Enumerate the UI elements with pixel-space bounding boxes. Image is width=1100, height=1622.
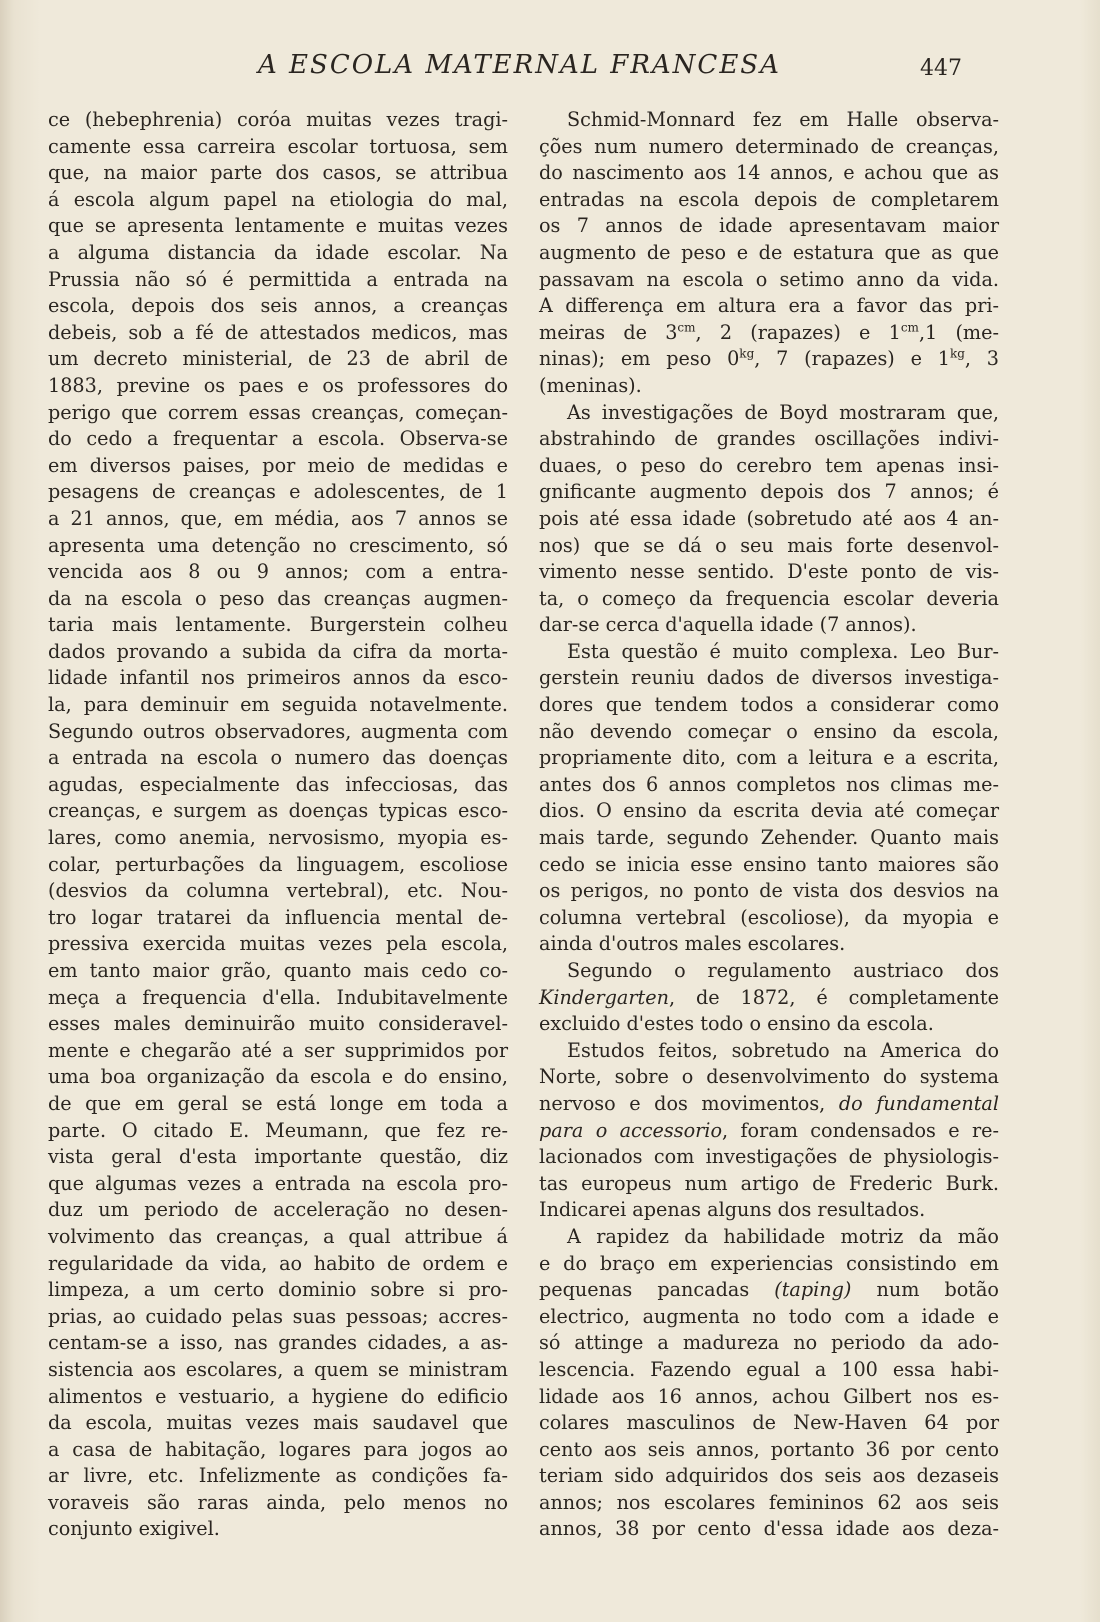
text-fragment: , de 1872, é completamente — [668, 985, 999, 1009]
text-line: conjunto exigivel. — [48, 1517, 220, 1541]
text-line: não devendo começar o ensino da escola, — [539, 719, 999, 743]
text-line: Segundo outros observadores, augmenta com — [48, 719, 508, 743]
text-line — [539, 1118, 999, 1145]
text-line: pressiva exercida muitas vezes pela escola, — [48, 932, 508, 956]
text-line: annos, 38 por cento d'essa idade aos deza- — [539, 1517, 999, 1541]
text-line: propriamente dito, com a leitura e a escrita, — [539, 746, 999, 770]
text-line: prias, ao cuidado pelas suas pessoas; accres- — [48, 1304, 508, 1328]
text-line: que, na maior parte dos casos, se attribua — [48, 161, 508, 185]
text-line: centam-se a isso, nas grandes cidades, a as- — [48, 1331, 508, 1355]
text-line: perigo que correm essas creanças, começan- — [48, 400, 508, 424]
text-line: voraveis são raras ainda, pelo menos no — [48, 1490, 508, 1514]
text-line: ta, o começo da frequencia escolar deveria — [539, 586, 999, 610]
text-line: cento aos seis annos, portanto 36 por cento — [539, 1437, 999, 1461]
text-line: tas europeus num artigo de Frederic Burk. — [539, 1171, 999, 1195]
text-line: de que em geral se está longe em toda a — [48, 1091, 508, 1115]
running-title: A ESCOLA MATERNAL FRANCESA — [258, 50, 781, 80]
text-line: A differença em altura era a favor das pri- — [539, 294, 999, 318]
unit-superscript: kg — [739, 346, 755, 361]
text-fragment: pequenas pancadas — [539, 1278, 775, 1302]
text-line: esses males deminuirão muito consideravel- — [48, 1012, 508, 1036]
page-number: 447 — [920, 56, 962, 81]
text-line: do nascimento aos 14 annos, e achou que as — [539, 161, 999, 185]
text-line: gerstein reuniu dados de diversos investiga- — [539, 666, 999, 690]
text-line: ções num numero determinado de creanças, — [539, 134, 999, 158]
text-line: A rapidez da habilidade motriz da mão — [567, 1224, 999, 1248]
unit-superscript: cm — [900, 320, 919, 335]
text-fragment: , 2 (rapazes) e 1 — [695, 320, 901, 344]
text-line: nos) que se dá o seu mais forte desenvol- — [539, 533, 999, 557]
text-line: electrico, augmenta no todo com a idade e — [539, 1304, 999, 1328]
text-line: pesagens de creanças e adolescentes, de 1 — [48, 480, 508, 504]
text-line: dios. O ensino da escrita devia até começar — [539, 799, 999, 823]
text-line: pois até essa idade (sobretudo até aos 4 an- — [539, 506, 999, 530]
text-line: agudas, especialmente das infecciosas, das — [48, 772, 508, 796]
text-line: excluido d'estes todo o ensino da escola. — [539, 1012, 934, 1036]
text-line: lares, como anemia, nervosismo, myopia es- — [48, 826, 508, 850]
text-line: dados provando a subida da cifra da morta- — [48, 639, 508, 663]
text-line: (desvios da columna vertebral), etc. Nou- — [48, 879, 508, 903]
text-line: mente e chegarão até a ser supprimidos por — [48, 1038, 508, 1062]
text-line: volvimento das creanças, a qual attribue á — [48, 1224, 508, 1248]
text-line: meça a frequencia d'ella. Indubitavelmente — [48, 985, 508, 1009]
text-line: taria mais lentamente. Burgerstein colheu — [48, 613, 508, 637]
text-line: vista geral d'esta importante questão, diz — [48, 1145, 508, 1169]
text-fragment: meiras de 3 — [539, 320, 678, 344]
unit-superscript: cm — [677, 320, 696, 335]
text-line: só attinge a madureza no periodo da ado- — [539, 1331, 999, 1355]
italic-phrase: do fundamental — [838, 1091, 1000, 1115]
text-line: annos; nos escolares femininos 62 aos seis — [539, 1490, 999, 1514]
text-line: abstrahindo de grandes oscillações indivi- — [539, 427, 999, 451]
text-line: do cedo a frequentar a escola. Observa-se — [48, 427, 508, 451]
text-fragment: nervoso e dos movimentos, — [539, 1091, 839, 1115]
text-line: la, para deminuir em seguida notavelmente. — [48, 693, 508, 717]
text-line: parte. O citado E. Meumann, que fez re- — [48, 1118, 508, 1142]
text-fragment: , 3 — [964, 347, 999, 371]
text-line: colares masculinos de New-Haven 64 por — [539, 1411, 999, 1435]
text-line: Schmid-Monnard fez em Halle observa- — [567, 108, 999, 131]
text-line — [539, 985, 999, 1012]
text-fragment: , 7 (rapazes) e 1 — [754, 347, 950, 371]
text-line — [539, 1277, 999, 1304]
text-line: As investigações de Boyd mostraram que, — [567, 400, 999, 424]
text-line: lidade infantil nos primeiros annos da esco- — [48, 666, 508, 690]
text-line: ce (hebephrenia) coróa muitas vezes tragi- — [48, 108, 508, 131]
text-line: Indicarei apenas alguns dos resultados. — [539, 1198, 926, 1222]
unit-superscript: kg — [949, 346, 965, 361]
text-line: sistencia aos escolares, a quem se ministram — [48, 1357, 508, 1381]
text-line: regularidade da vida, ao habito de ordem e — [48, 1251, 508, 1275]
text-line: tro logar tratarei da influencia mental de- — [48, 905, 508, 929]
text-line: camente essa carreira escolar tortuosa, sem — [48, 134, 508, 158]
text-fragment: ninas); em peso 0 — [539, 347, 740, 371]
text-line — [539, 346, 999, 373]
text-line: e do braço em experiencias consistindo em — [539, 1251, 999, 1275]
text-line: cedo se inicia esse ensino tanto maiores são — [539, 852, 999, 876]
text-line: da na escola o peso das creanças augmen- — [48, 586, 508, 610]
left-column — [48, 107, 508, 1543]
text-line: a casa de habitação, logares para jogos ao — [48, 1437, 508, 1461]
text-line: gnificante augmento depois dos 7 annos; é — [539, 480, 999, 504]
text-line: Norte, sobre o desenvolvimento do systema — [539, 1065, 999, 1089]
italic-term: (taping) — [774, 1278, 852, 1302]
text-line: passavam na escola o setimo anno da vida. — [539, 267, 999, 291]
text-line: Esta questão é muito complexa. Leo Bur- — [567, 639, 999, 663]
italic-phrase: para o accessorio — [539, 1118, 722, 1142]
text-line: ainda d'outros males escolares. — [539, 932, 846, 956]
text-line: vimento nesse sentido. D'este ponto de vis- — [539, 560, 999, 584]
text-line: dar-se cerca d'aquella idade (7 annos). — [539, 613, 917, 637]
text-line: da escola, muitas vezes mais saudavel que — [48, 1411, 508, 1435]
text-line: augmento de peso e de estatura que as que — [539, 240, 999, 264]
text-line: vencida aos 8 ou 9 annos; com a entra- — [48, 560, 508, 584]
text-line: debeis, sob a fé de attestados medicos, mas — [48, 320, 508, 344]
text-line: duaes, o peso do cerebro tem apenas insi- — [539, 453, 999, 477]
text-line: (meninas). — [539, 373, 642, 397]
text-line: colar, perturbações da linguagem, escoliose — [48, 852, 508, 876]
text-line: limpeza, a um certo dominio sobre si pro- — [48, 1278, 508, 1302]
text-line: columna vertebral (escoliose), da myopia e — [539, 905, 999, 929]
text-line: em tanto maior grão, quanto mais cedo co- — [48, 959, 508, 982]
text-line: um decreto ministerial, de 23 de abril de — [48, 347, 508, 371]
text-line: entradas na escola depois de completarem — [539, 187, 999, 211]
text-line: a entrada na escola o numero das doenças — [48, 746, 508, 770]
text-line: Segundo o regulamento austriaco dos — [567, 959, 999, 982]
text-line: escola, depois dos seis annos, a creanças — [48, 294, 508, 318]
text-line: dores que tendem todos a considerar como — [539, 693, 999, 717]
text-line — [539, 1091, 999, 1118]
text-line: a alguma distancia da idade escolar. Na — [48, 240, 508, 264]
text-line: á escola algum papel na etiologia do mal, — [48, 187, 508, 211]
page-header — [0, 50, 1100, 90]
text-line: ar livre, etc. Infelizmente as condições fa- — [48, 1464, 508, 1488]
text-line: lacionados com investigações de physiologis- — [539, 1145, 999, 1169]
text-line: lidade aos 16 annos, achou Gilbert nos es- — [539, 1384, 999, 1408]
text-line: mais tarde, segundo Zehender. Quanto mais — [539, 826, 999, 850]
text-line — [539, 320, 999, 347]
text-line: creanças, e surgem as doenças typicas esco- — [48, 799, 508, 823]
text-line: lescencia. Fazendo egual a 100 essa habi- — [539, 1357, 999, 1381]
text-line: 1883, previne os paes e os professores do — [48, 373, 508, 397]
text-line: a 21 annos, que, em média, aos 7 annos se — [48, 506, 508, 530]
text-line: Estudos feitos, sobretudo na America do — [567, 1038, 999, 1062]
text-line: Prussia não só é permittida a entrada na — [48, 267, 508, 291]
italic-term: Kindergarten — [539, 985, 669, 1009]
text-line: apresenta uma detenção no crescimento, só — [48, 533, 508, 557]
text-fragment: , foram condensados e re- — [722, 1118, 999, 1142]
text-line: antes dos 6 annos completos nos climas me- — [539, 772, 999, 796]
text-line: os 7 annos de idade apresentavam maior — [539, 214, 999, 238]
text-fragment: ,1 (me- — [918, 320, 999, 344]
text-line: os perigos, no ponto de vista dos desvios na — [539, 879, 999, 903]
right-column — [539, 107, 999, 1543]
text-fragment: num botão — [851, 1278, 999, 1302]
text-line: teriam sido adquiridos dos seis aos dezaseis — [539, 1464, 999, 1488]
text-line: duz um periodo de acceleração no desen- — [48, 1198, 508, 1222]
text-line: em diversos paises, por meio de medidas e — [48, 453, 508, 477]
text-line: alimentos e vestuario, a hygiene do edificio — [48, 1384, 508, 1408]
text-line: que se apresenta lentamente e muitas vezes — [48, 214, 508, 238]
text-line: que algumas vezes a entrada na escola pro- — [48, 1171, 508, 1195]
text-line: uma boa organização da escola e do ensino, — [48, 1065, 508, 1089]
